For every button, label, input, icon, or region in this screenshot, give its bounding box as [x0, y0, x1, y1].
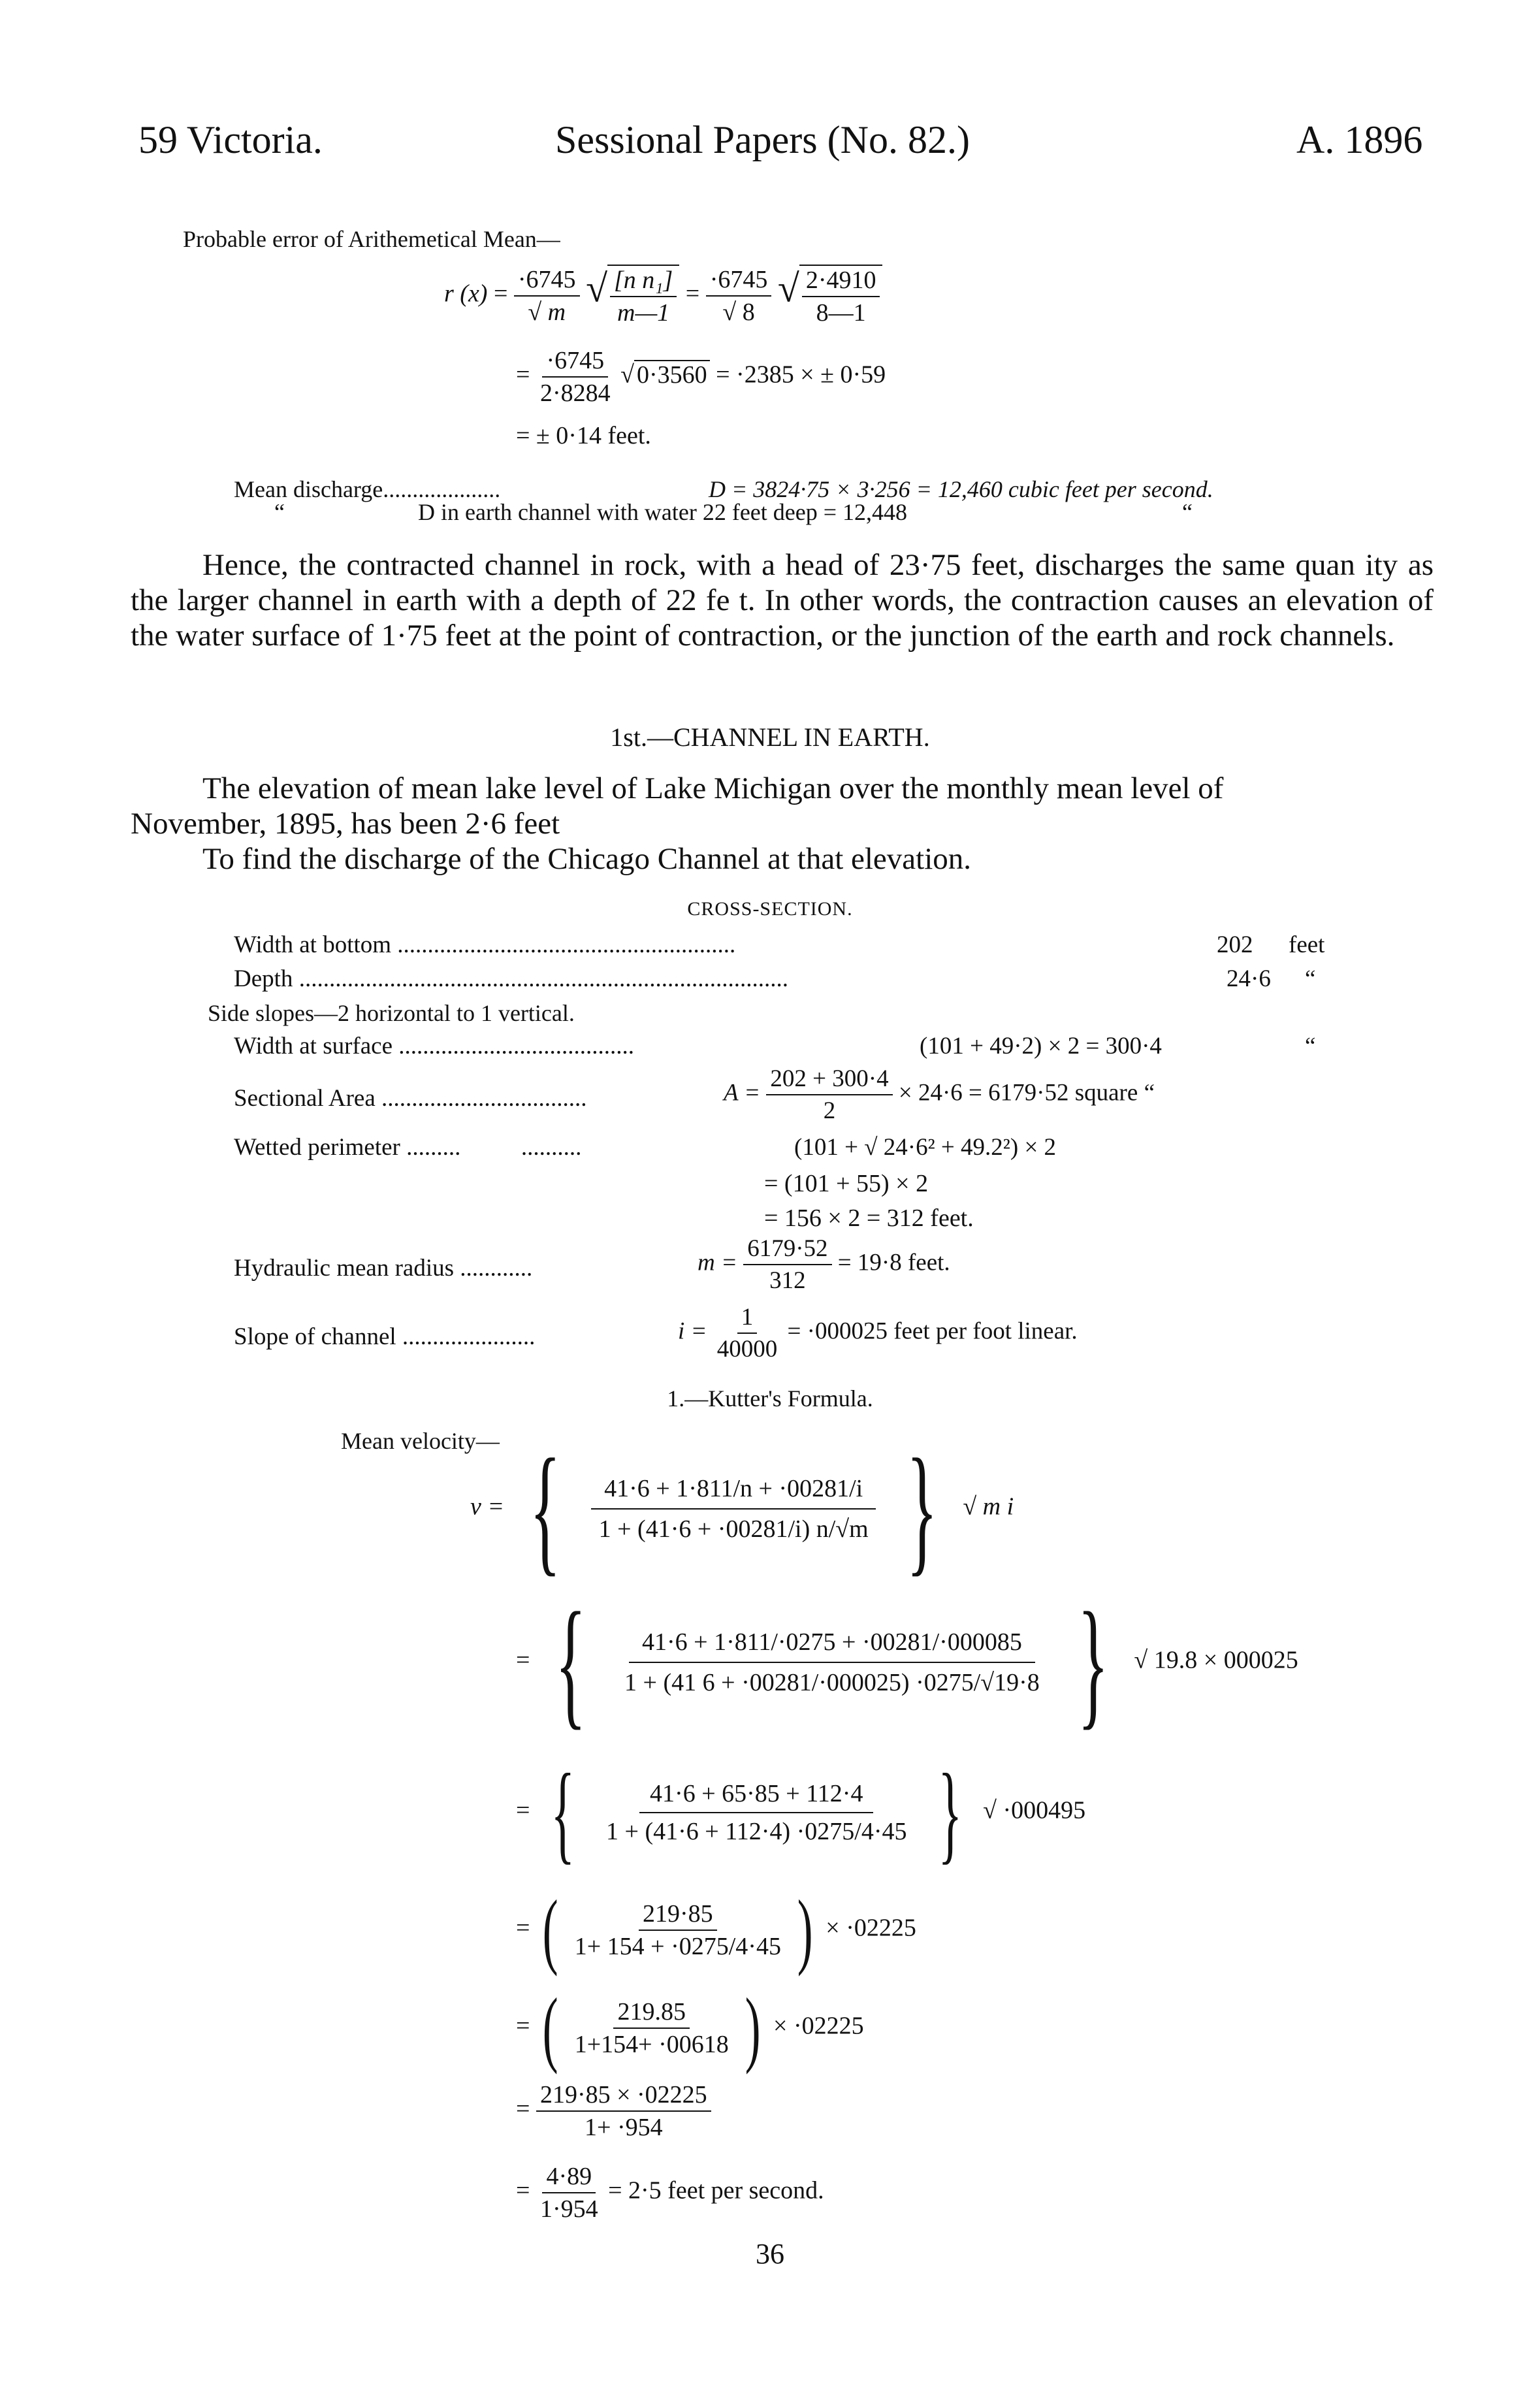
hydraulic-formula [698, 1235, 950, 1295]
row-unit: feet [1289, 931, 1325, 958]
wetted-line3: = 156 × 2 = 312 feet. [764, 1204, 974, 1232]
denominator: m—1 [617, 299, 670, 327]
kutter-step5: = ( $\frac{219.85}{1+154+ \cdot 00618}$ ) × ·02225 [516, 1981, 864, 2075]
fraction [766, 1065, 892, 1125]
numerator: 2·4910 [802, 266, 880, 297]
denominator: 312 [769, 1267, 806, 1294]
kutter-title: 1.—Kutter's Formula. [667, 1385, 873, 1412]
row-label: Width at bottom ........................................................ [234, 931, 736, 958]
label-text: Wetted perimeter [234, 1134, 400, 1161]
paragraph-elevation-line2: November, 1895, has been 2·6 feet [131, 807, 560, 841]
fraction [611, 1623, 1053, 1702]
line2-rest: = ·2385 × ± 0·59 [716, 361, 886, 389]
row-label: Sectional Area .................................. [234, 1085, 587, 1112]
ditto-mark: “ [274, 499, 285, 525]
row-value: 24·6 [1227, 965, 1271, 992]
numerator: 41·6 + 1·811/n + ·00281/i [591, 1469, 876, 1510]
right-paren: ) [745, 1981, 761, 2075]
numerator: ·6745 [706, 265, 772, 297]
denominator: 2·8284 [539, 380, 611, 407]
denominator: 1+154+ ·00618 [574, 2031, 729, 2058]
row-value: 202 [1217, 931, 1253, 958]
header-left: 59 Victoria. [138, 118, 323, 161]
root: √ 19.8 × 000025 [1134, 1646, 1298, 1674]
v-equals: v = [470, 1493, 505, 1521]
section-title: 1st.—CHANNEL IN EARTH. [610, 722, 930, 752]
numerator: 202 + 300·4 [766, 1065, 892, 1095]
numerator: 219·85 [639, 1899, 717, 1931]
row-label: Slope of channel ...................... [234, 1323, 536, 1350]
label-text: Width at surface [234, 1033, 393, 1059]
numerator: ·6745 [514, 265, 580, 297]
row-value: (101 + 49·2) × 2 = 300·4 [920, 1033, 1162, 1059]
rest: = 2·5 feet per second. [608, 2176, 824, 2205]
fraction [596, 1775, 917, 1850]
denominator: 1·954 [539, 2195, 598, 2223]
fraction [586, 1469, 882, 1549]
rest: × 24·6 = 6179·52 square [898, 1079, 1138, 1107]
left-brace: { [529, 1429, 561, 1589]
numerator: 1 [737, 1303, 758, 1334]
numerator: 6179·52 [743, 1235, 831, 1265]
fraction [713, 1303, 782, 1363]
denominator: 1 + (41·6 + ·00281/i) n/√m [598, 1515, 869, 1543]
left-brace: { [554, 1583, 586, 1742]
paragraph-contraction: Hence, the contracted channel in rock, with a head of 23·75 feet, discharges the same quan ity as the larger channel in earth with a depth of 22 fe t. In other words, the contraction causes an elevation of the water surface of 1·75 feet at the point of contraction, or the junction of the earth and rock channels. [131, 548, 1434, 653]
fraction [536, 346, 615, 408]
fraction [571, 1899, 785, 1961]
wetted-line2: = (101 + 55) × 2 [764, 1170, 929, 1197]
numerator: [n n₁] [610, 266, 677, 297]
earth-channel-discharge: D in earth channel with water 22 feet deep = 12,448 [418, 499, 908, 525]
row-label: Wetted perimeter ......... .......... [234, 1134, 582, 1161]
fraction [514, 265, 580, 327]
radical-fraction [607, 265, 679, 327]
fraction [571, 1997, 733, 2059]
numerator: 219.85 [613, 1997, 690, 2029]
sectional-area-formula [724, 1065, 1155, 1125]
probable-error-line3: = ± 0·14 feet. [516, 422, 651, 449]
hydraulic-radius-row [234, 1235, 1344, 1293]
slope-row [234, 1303, 1344, 1362]
label-text: Width at bottom [234, 931, 392, 958]
row-label: Width at surface ....................................... [234, 1033, 635, 1059]
kutter-step2: = { $\frac{41\cdot 6 + 1\cdot 811/\cdot 0275 + \cdot 00281/\cdot 000085}{1 + (41 6 + \cdot 00281/\cdot 000025) \cdot 0275/√19\cdot 8}$ } √ 19.8 × 000025 [516, 1583, 1298, 1742]
paragraph-find-discharge: To find the discharge of the Chicago Channel at that elevation. [202, 842, 972, 876]
numerator: ·6745 [542, 346, 608, 378]
numerator: 4·89 [542, 2162, 596, 2193]
radical-fraction [799, 265, 883, 327]
mean-discharge-value: D = 3824·75 × 3·256 = 12,460 cubic feet per second. [709, 476, 1213, 502]
label-text: Slope of channel [234, 1323, 396, 1350]
denominator: 1 + (41 6 + ·00281/·000025) ·0275/√19·8 [624, 1669, 1040, 1696]
rest: = ·000025 feet per foot linear. [787, 1317, 1078, 1345]
lhs: A = [724, 1079, 761, 1107]
page-number: 36 [756, 2238, 784, 2270]
cross-section-title: CROSS-SECTION. [687, 898, 853, 920]
left-paren: ( [542, 1981, 558, 2075]
kutter-step3: = { $\frac{41\cdot 6 + 65\cdot 85 + 112\cdot 4}{1 + (41\cdot 6 + 112\cdot 4) \cdot 0275/4\cdot 45}$ } √ ·000495 [516, 1751, 1086, 1874]
rest: × ·02225 [773, 2012, 864, 2040]
label-text: Depth [234, 965, 293, 992]
denominator: 1+ ·954 [585, 2114, 663, 2141]
mean-discharge-label: Mean discharge.................... [234, 476, 501, 502]
sectional-area-row [234, 1065, 1344, 1123]
row-unit: “ [1144, 1079, 1155, 1107]
denominator: 1+ 154 + ·0275/4·45 [574, 1933, 781, 1960]
fraction [536, 2080, 711, 2142]
label-text: Mean discharge [234, 476, 383, 502]
rest: × ·02225 [826, 1914, 916, 1942]
lhs: m = [698, 1249, 737, 1276]
rest: = 19·8 feet. [837, 1249, 950, 1276]
label-text: Hydraulic mean radius [234, 1255, 454, 1282]
row-unit: “ [1305, 1033, 1316, 1059]
kutter-step1 [470, 1429, 1014, 1589]
paragraph-elevation-line1: The elevation of mean lake level of Lake Michigan over the monthly mean level of [202, 771, 1224, 805]
root: √ ·000495 [983, 1796, 1086, 1824]
row-label: Hydraulic mean radius ............ [234, 1255, 533, 1282]
left-brace: { [551, 1751, 575, 1874]
denominator: √ 8 [722, 299, 755, 326]
kutter-step7: = $\frac{4\cdot 89}{1\cdot 954}$ = 2·5 feet per second. [516, 2163, 824, 2223]
right-paren: ) [797, 1883, 814, 1977]
root: √ m i [963, 1493, 1014, 1521]
lhs: i = [678, 1317, 707, 1345]
denominator: √ m [528, 299, 566, 326]
row-unit: “ [1305, 965, 1316, 992]
row-label: Depth ................................................................................. [234, 965, 788, 992]
wetted-line1: (101 + √ 24·6² + 49.2²) × 2 [794, 1134, 1057, 1161]
right-brace: } [1078, 1583, 1109, 1742]
probable-error-heading: Probable error of Arithemetical Mean— [183, 226, 560, 252]
kutter-step6: = $\frac{219\cdot 85 \times \cdot 02225}{1+ \cdot 954}$ [516, 2080, 711, 2142]
denominator: 2 [823, 1097, 836, 1124]
probable-error-line2: = $\frac{\cdot 6745}{2\cdot 8284}$ √ 0·3560 = ·2385 × ± 0·59 [516, 347, 886, 407]
left-paren: ( [542, 1883, 558, 1977]
numerator: 41·6 + 1·811/·0275 + ·00281/·000085 [629, 1623, 1035, 1663]
probable-error-line1: r (x) = $\frac{\cdot 6745}{√ m}$ √ $\frac{\text{[n n₁]}}{m—1}$ = $\frac{\cdot 6745}{√ 8}$ √ $\frac{2\cdot 4910}{8—1}$ [444, 265, 882, 327]
lhs-rx: r (x) [444, 280, 488, 308]
kutter-step4: = ( $\frac{219\cdot 85}{1+ 154 + \cdot 0275/4\cdot 45}$ ) × ·02225 [516, 1883, 916, 1977]
header-center: Sessional Papers (No. 82.) [555, 118, 970, 161]
slope-formula [678, 1303, 1078, 1363]
header-right: A. 1896 [1296, 118, 1423, 161]
fraction [536, 2162, 602, 2223]
numerator: 219·85 × ·02225 [536, 2080, 711, 2112]
numerator: 41·6 + 65·85 + 112·4 [639, 1775, 873, 1813]
side-slopes: Side slopes—2 horizontal to 1 vertical. [208, 1000, 575, 1026]
ditto-mark-end: “ [1182, 499, 1193, 525]
denominator: 40000 [716, 1336, 778, 1363]
right-brace: } [906, 1429, 938, 1589]
denominator: 8—1 [816, 299, 866, 327]
mean-velocity-label: Mean velocity— [341, 1428, 500, 1454]
fraction [743, 1235, 831, 1295]
denominator: 1 + (41·6 + 112·4) ·0275/4·45 [606, 1818, 907, 1845]
fraction [706, 265, 772, 327]
right-brace: } [938, 1751, 963, 1874]
label-text: Sectional Area [234, 1085, 376, 1112]
radicand: 0·3560 [634, 360, 710, 389]
